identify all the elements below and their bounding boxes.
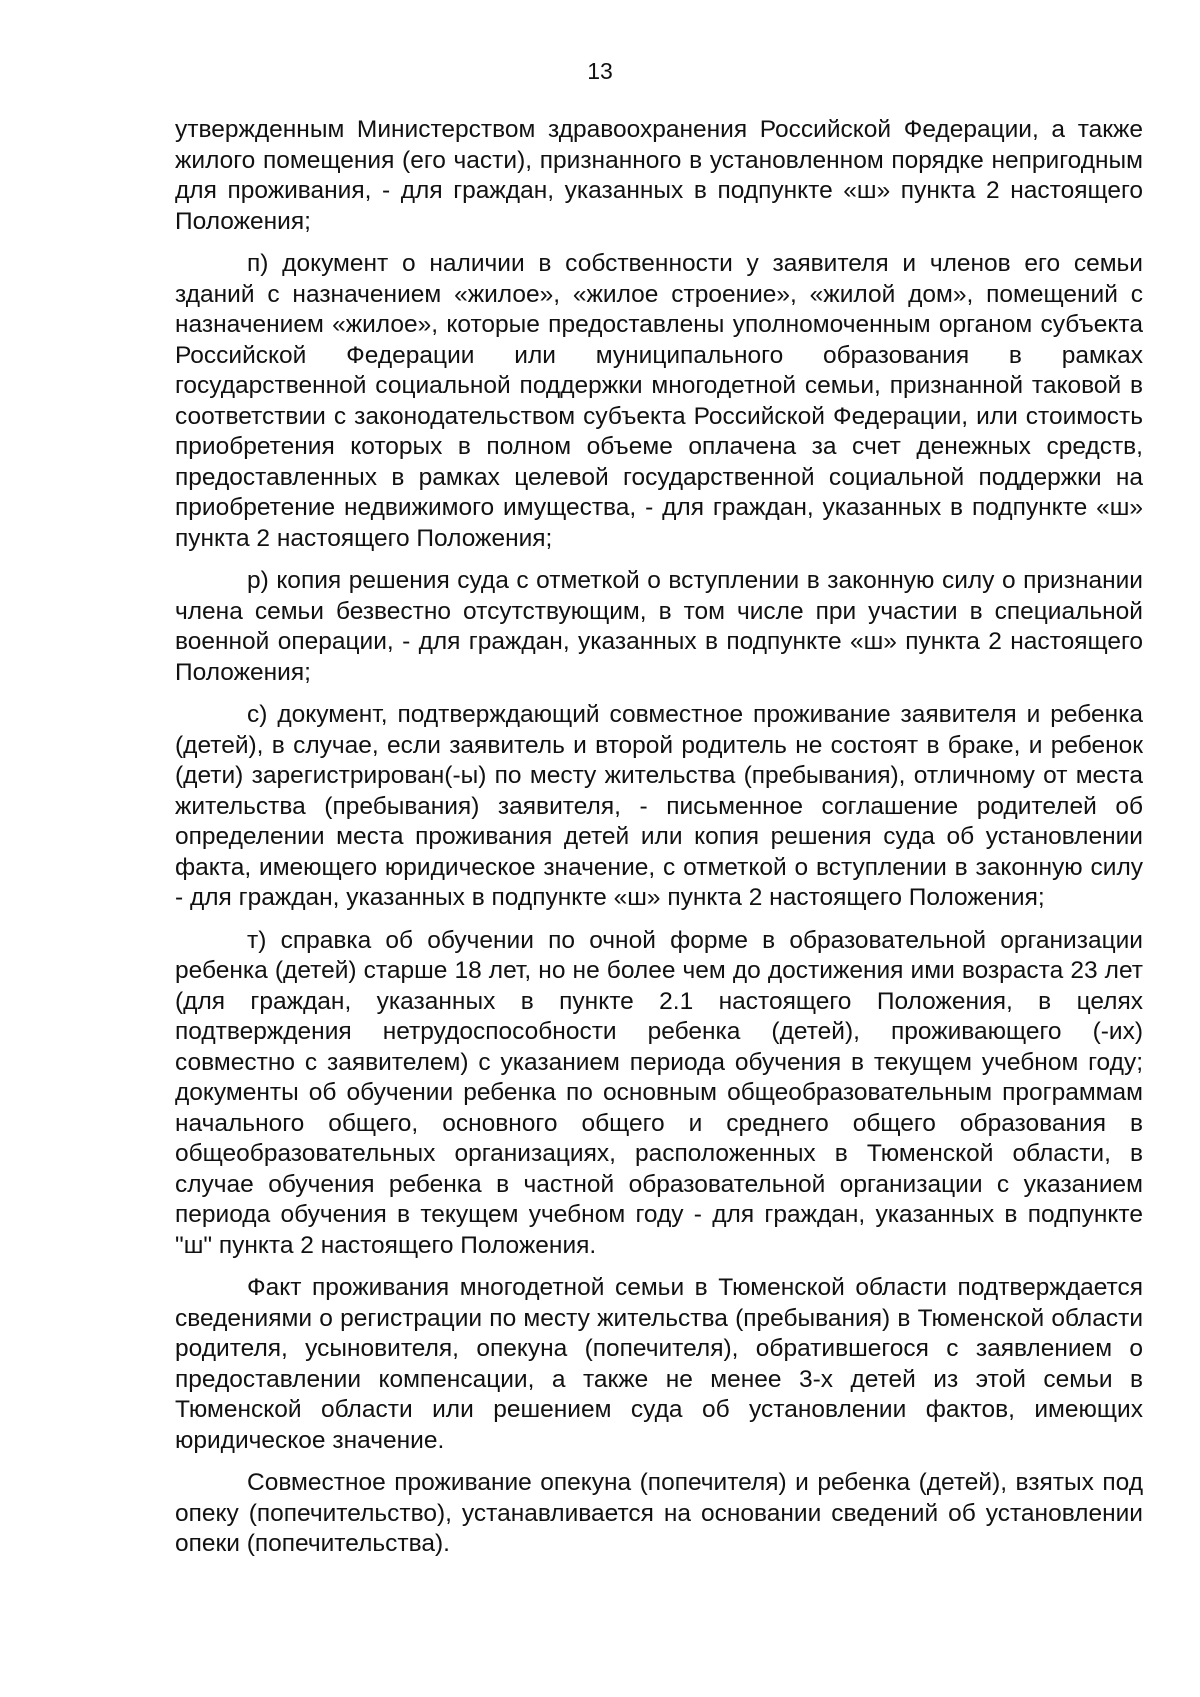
paragraph-item-p: п) документ о наличии в собственности у заявителя и членов его семьи зданий с назначением «жилое», «жилое строение», «жилой дом», помещений с назначением «жилое», которые предоставлены уполномоченным органом субъекта Российской Федерации или муниципального образования в рамках государственной социальной поддержки многодетной семьи, признанной таковой в соответствии с законодательством субъекта Российской Федерации, или стоимость приобретения которых в полном объеме оплачена за счет денежных средств, предоставленных в рамках целевой государственной социальной поддержки на приобретение недвижимого имущества, - для граждан, указанных в подпункте «ш» пункта 2 настоящего Положения; bbox=[175, 250, 1143, 552]
paragraph-residence-fact: Факт проживания многодетной семьи в Тюменской области подтверждается сведениями о регистрации по месту жительства (пребывания) в Тюменской области родителя, усыновителя, опекуна (попечителя), обратившегося с заявлением о предоставлении компенсации, а также не менее 3-х детей из этой семьи в Тюменской области или решением суда об установлении фактов, имеющих юридическое значение. bbox=[175, 1274, 1143, 1454]
document-body bbox=[175, 115, 1143, 1572]
page-number: 13 bbox=[587, 58, 613, 84]
paragraph-item-s: с) документ, подтверждающий совместное проживание заявителя и ребенка (детей), в случае, если заявитель и второй родитель не состоят в браке, и ребенок (дети) зарегистрирован(-ы) по месту жительства (пребывания), отличному от места жительства (пребывания) заявителя, - письменное соглашение родителей об определении места проживания детей или копия решения суда об установлении факта, имеющего юридическое значение, с отметкой о вступлении в законную силу - для граждан, указанных в подпункте «ш» пункта 2 настоящего Положения; bbox=[175, 701, 1143, 911]
paragraph-item-r: р) копия решения суда с отметкой о вступлении в законную силу о признании члена семьи безвестно отсутствующим, в том числе при участии в специальной военной операции, - для граждан, указанных в подпункте «ш» пункта 2 настоящего Положения; bbox=[175, 567, 1143, 686]
paragraph-guardianship: Совместное проживание опекуна (попечителя) и ребенка (детей), взятых под опеку (попечительство), устанавливается на основании сведений об установлении опеки (попечительства). bbox=[175, 1469, 1143, 1557]
paragraph-continuation: утвержденным Министерством здравоохранения Российской Федерации, а также жилого помещения (его части), признанного в установленном порядке непригодным для проживания, - для граждан, указанных в подпункте «ш» пункта 2 настоящего Положения; bbox=[175, 116, 1143, 235]
paragraph-item-t: т) справка об обучении по очной форме в образовательной организации ребенка (детей) старше 18 лет, но не более чем до достижения ими возраста 23 лет (для граждан, указанных в пункте 2.1 настоящего Положения, в целях подтверждения нетрудоспособности ребенка (детей), проживающего (-их) совместно с заявителем) с указанием периода обучения в текущем учебном году; документы об обучении ребенка по основным общеобразовательным программам начального общего, основного общего и среднего общего образования в общеобразовательных организациях, расположенных в Тюменской области, в случае обучения ребенка в частной образовательной организации с указанием периода обучения в текущем учебном году - для граждан, указанных в подпункте "ш" пункта 2 настоящего Положения. bbox=[175, 926, 1143, 1259]
